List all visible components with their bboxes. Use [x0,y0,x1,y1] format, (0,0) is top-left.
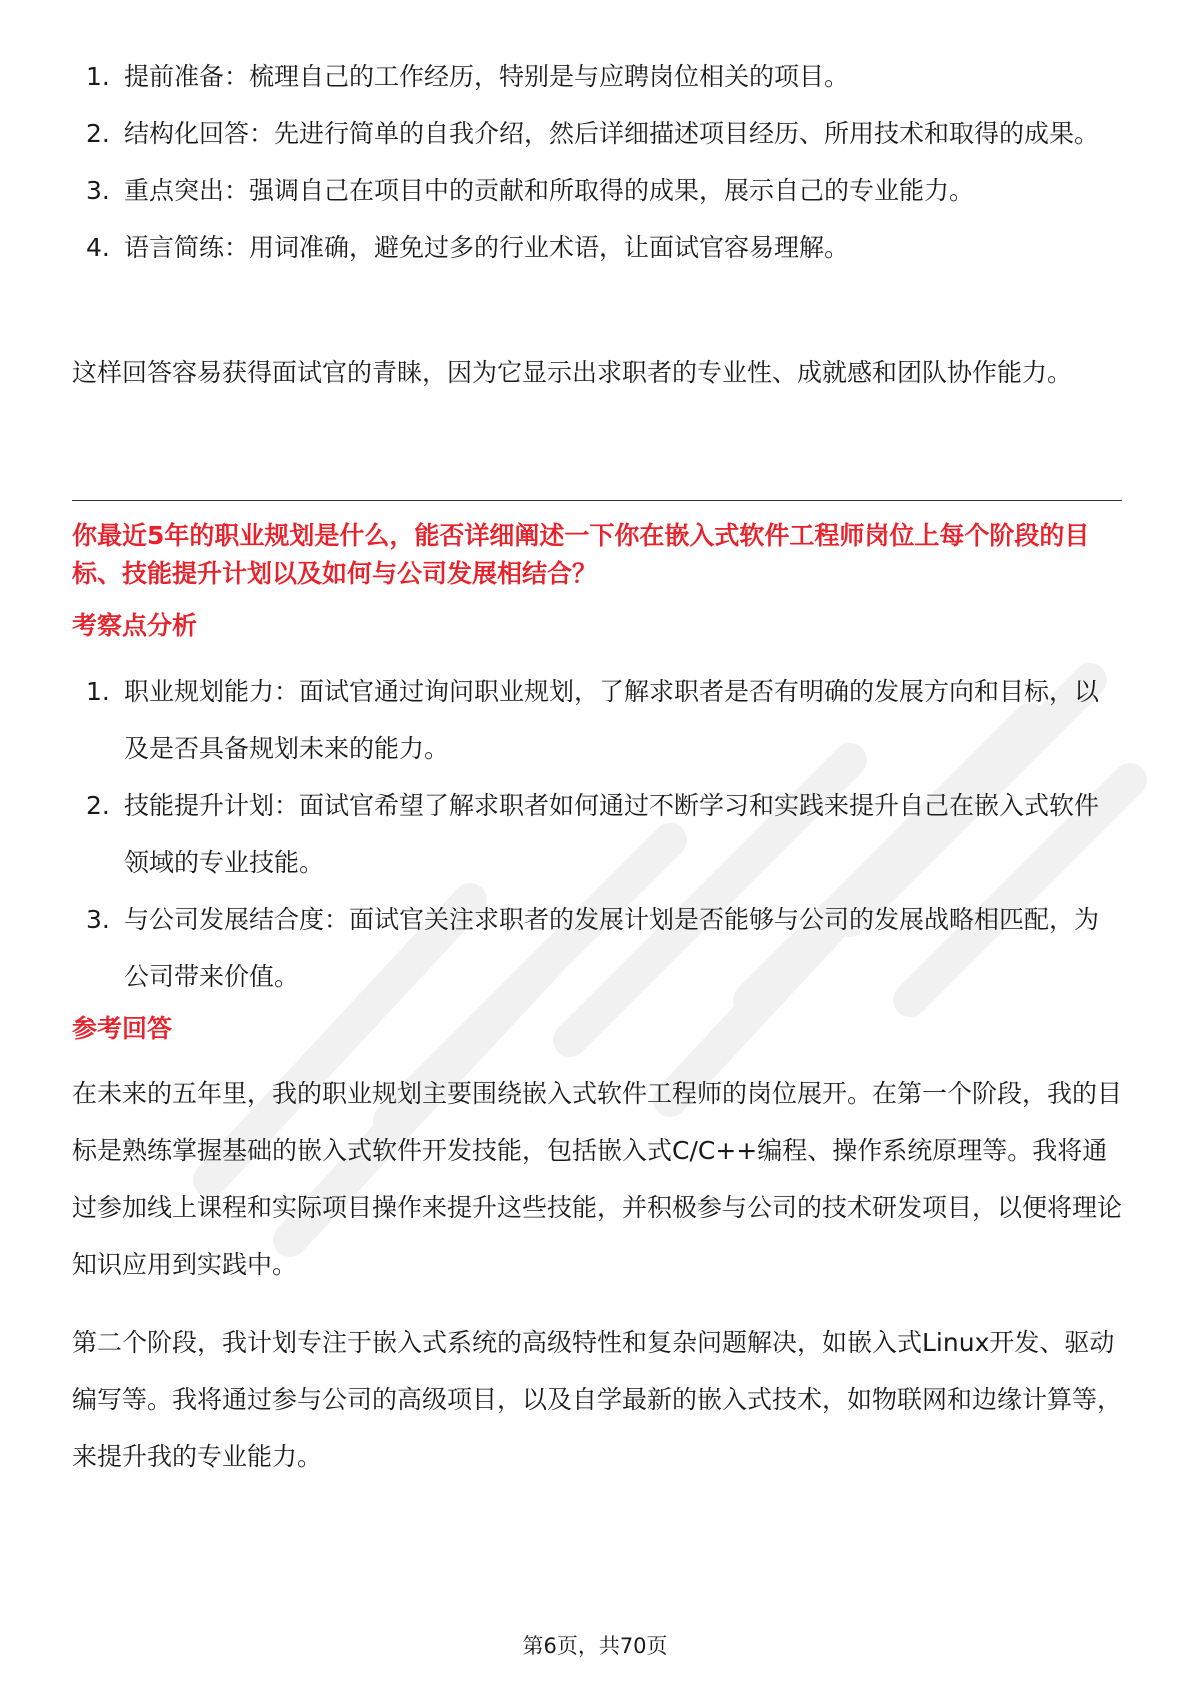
list-item [72,891,1122,1005]
answer-title-block [72,1010,1122,1048]
summary-block [72,344,1122,401]
list-item [72,162,1122,219]
top-list-block [72,48,1122,276]
answer-paragraph-1-block [72,1065,1122,1293]
list-number: 2. [86,791,110,820]
analysis-title: 考察点分析 [72,611,198,640]
list-item [72,105,1122,162]
question-block [72,517,1122,593]
list-number: 2. [86,119,110,148]
section-divider [72,500,1122,501]
summary-paragraph: 这样回答容易获得面试官的青睐，因为它显示出求职者的专业性、成就感和团队协作能力。 [72,358,1073,387]
list-text: 结构化回答：先进行简单的自我介绍，然后详细描述项目经历、所用技术和取得的成果。 [124,119,1100,148]
list-item [72,777,1122,891]
list-text: 职业规划能力：面试官通过询问职业规划，了解求职者是否有明确的发展方向和目标，以及是否具备规划未来的能力。 [124,677,1100,763]
list-item [72,48,1122,105]
question-heading: 你最近5年的职业规划是什么，能否详细阐述一下你在嵌入式软件工程师岗位上每个阶段的目标、技能提升计划以及如何与公司发展相结合？ [72,521,1090,588]
answer-title: 参考回答 [72,1014,173,1043]
list-text: 与公司发展结合度：面试官关注求职者的发展计划是否能够与公司的发展战略相匹配，为公司带来价值。 [124,905,1100,991]
list-item [72,663,1122,777]
answer-paragraph: 在未来的五年里，我的职业规划主要围绕嵌入式软件工程师的岗位展开。在第一个阶段，我的目标是熟练掌握基础的嵌入式软件开发技能，包括嵌入式C/C++编程、操作系统原理等。我将通过参加线上课程和实际项目操作来提升这些技能，并积极参与公司的技术研发项目，以便将理论知识应用到实践中。 [72,1079,1123,1279]
list-number: 1. [86,62,110,91]
answer-paragraph: 第二个阶段，我计划专注于嵌入式系统的高级特性和复杂问题解决，如嵌入式Linux开发、驱动编写等。我将通过参与公司的高级项目，以及自学最新的嵌入式技术，如物联网和边缘计算等，来提升我的专业能力。 [72,1328,1123,1471]
analysis-list-block [72,663,1122,1005]
list-number: 4. [86,233,110,262]
list-text: 技能提升计划：面试官希望了解求职者如何通过不断学习和实践来提升自己在嵌入式软件领域的专业技能。 [124,791,1100,877]
list-text: 提前准备：梳理自己的工作经历，特别是与应聘岗位相关的项目。 [124,62,850,91]
list-text: 语言简练：用词准确，避免过多的行业术语，让面试官容易理解。 [124,233,850,262]
analysis-list [72,663,1122,1005]
list-number: 3. [86,176,110,205]
list-item [72,219,1122,276]
answer-paragraph-2-block [72,1314,1122,1485]
tips-list [72,48,1122,276]
list-text: 重点突出：强调自己在项目中的贡献和所取得的成果，展示自己的专业能力。 [124,176,975,205]
page-footer: 第6页，共70页 [522,1634,668,1658]
list-number: 1. [86,677,110,706]
list-number: 3. [86,905,110,934]
analysis-title-block [72,607,1122,645]
